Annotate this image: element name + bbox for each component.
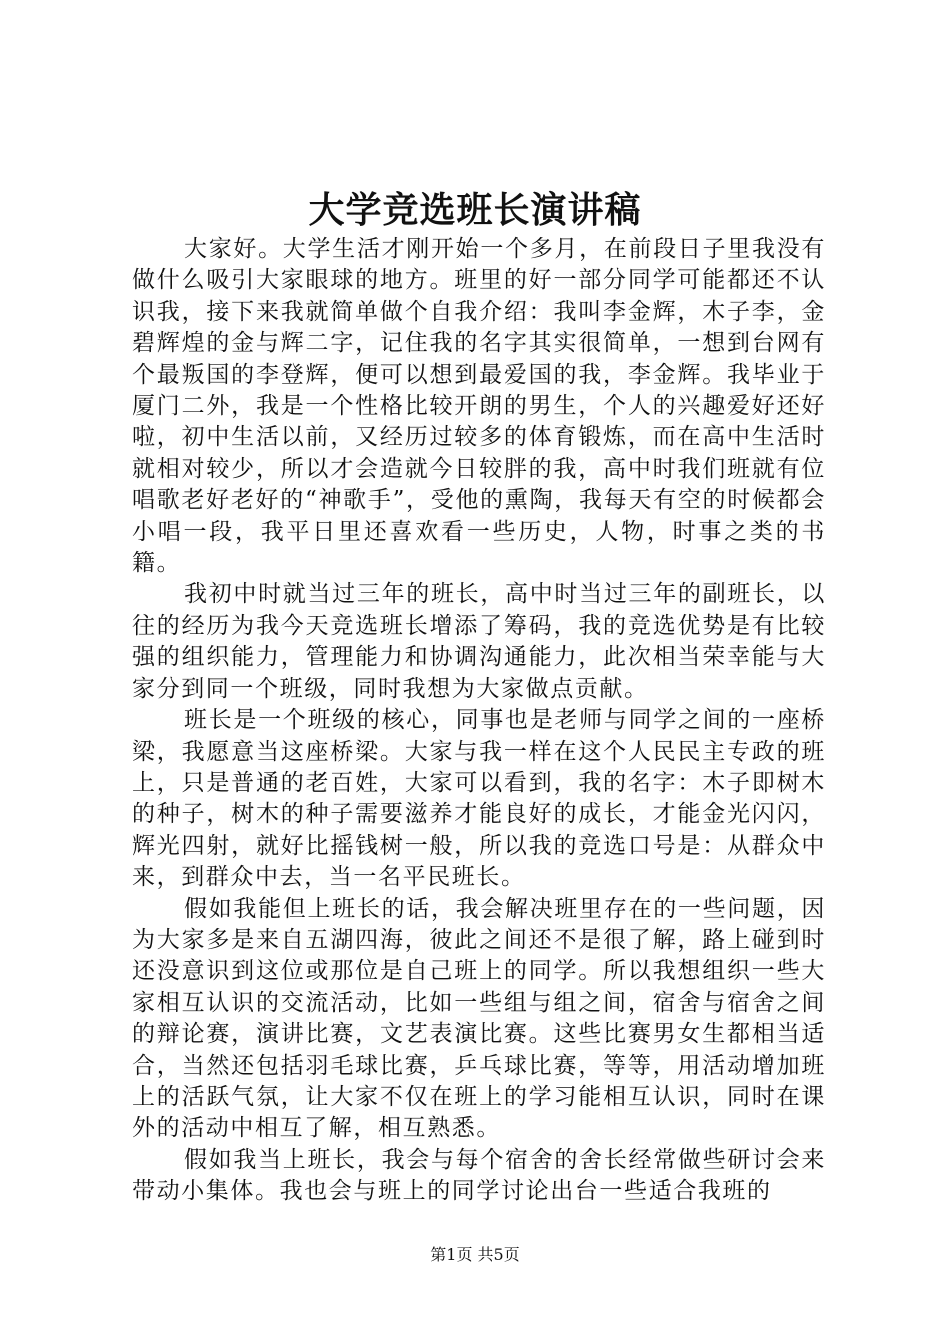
document-title: 大学竞选班长演讲稿 <box>308 189 642 231</box>
paragraph-4: 假如我能但上班长的话，我会解决班里存在的一些问题，因为大家多是来自五湖四海，彼此之间还不是很了解，路上碰到时还没意识到这位或那位是自己班上的同学。所以我想组织一些大家相互认识的交流活动，比如一些组与组之间，宿舍与宿舍之间的辩论赛，演讲比赛，文艺表演比赛。这些比赛男女生都相当适合，当然还包括羽毛球比赛，乒乓球比赛，等等，用活动增加班上的活跃气氛，让大家不仅在班上的学习能相互认识，同时在课外的活动中相互了解，相互熟悉。 <box>132 895 826 1142</box>
paragraph-1: 大家好。大学生活才刚开始一个多月，在前段日子里我没有做什么吸引大家眼球的地方。班里的好一部分同学可能都还不认识我，接下来我就简单做个自我介绍：我叫李金辉，木子李，金碧辉煌的金与辉二字，记住我的名字其实很简单，一想到台网有个最叛国的李登辉，便可以想到最爱国的我，李金辉。我毕业于厦门二外，我是一个性格比较开朗的男生，个人的兴趣爱好还好啦，初中生活以前，又经历过较多的体育锻炼，而在高中生活时就相对较少，所以才会造就今日较胖的我，高中时我们班就有位唱歌老好老好的“神歌手”，受他的熏陶，我每天有空的时候都会小唱一段，我平日里还喜欢看一些历史，人物，时事之类的书籍。 <box>132 236 826 577</box>
paragraph-5: 假如我当上班长，我会与每个宿舍的舍长经常做些研讨会来带动小集体。我也会与班上的同学讨论出台一些适合我班的 <box>132 1146 826 1205</box>
document-body <box>132 234 826 1208</box>
page-footer: 第1页 共5页 <box>430 1245 520 1264</box>
paragraph-3: 班长是一个班级的核心，同事也是老师与同学之间的一座桥梁，我愿意当这座桥梁。大家与我一样在这个人民民主专政的班上，只是普通的老百姓，大家可以看到，我的名字：木子即树木的种子，树木的种子需要滋养才能良好的成长，才能金光闪闪，辉光四射，就好比摇钱树一般，所以我的竞选口号是：从群众中来，到群众中去，当一名平民班长。 <box>132 707 826 891</box>
paragraph-2: 我初中时就当过三年的班长，高中时当过三年的副班长，以往的经历为我今天竞选班长增添了筹码，我的竞选优势是有比较强的组织能力，管理能力和协调沟通能力，此次相当荣幸能与大家分到同一个班级，同时我想为大家做点贡献。 <box>132 581 826 702</box>
